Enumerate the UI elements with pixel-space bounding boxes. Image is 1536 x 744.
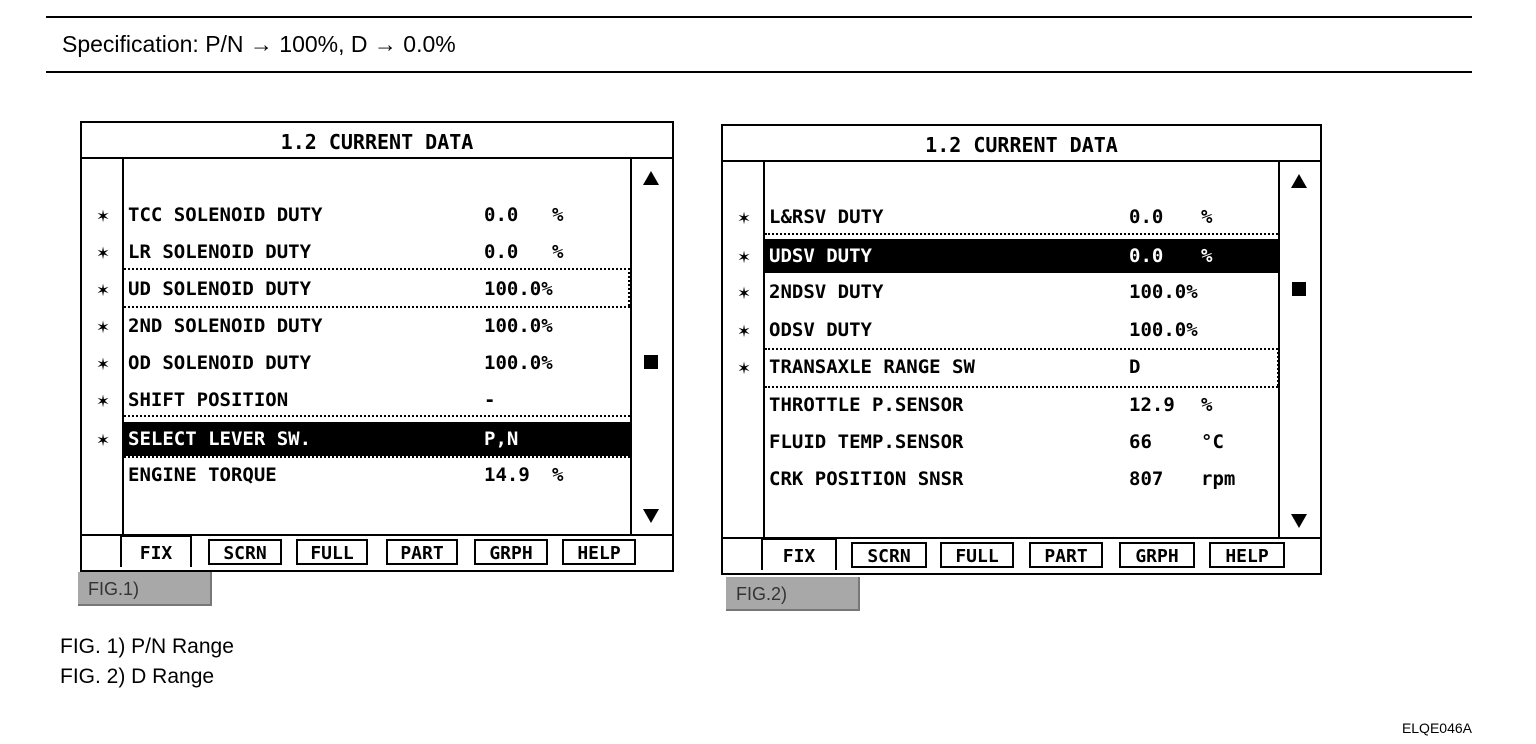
grph-button[interactable]: GRPH [474, 539, 548, 565]
row-label: UDSV DUTY [769, 245, 872, 267]
row-label: 2ND SOLENOID DUTY [128, 315, 323, 337]
data-row[interactable] [82, 272, 630, 306]
scanner-screen-2 [721, 124, 1322, 575]
spec-rule [46, 71, 1472, 73]
row-label: OD SOLENOID DUTY [128, 352, 312, 374]
row-value: 0.0 [1129, 245, 1164, 267]
full-button[interactable]: FULL [296, 539, 368, 565]
row-label: FLUID TEMP.SENSOR [769, 431, 964, 453]
row-value: 14.9 [484, 464, 530, 486]
star-icon: ✶ [96, 314, 110, 338]
row-value: 0.0 [1129, 206, 1164, 228]
data-row-selected[interactable] [723, 239, 1278, 273]
row-label: SHIFT POSITION [128, 389, 289, 411]
scrollbar[interactable] [1278, 162, 1320, 539]
star-icon: ✶ [737, 355, 751, 379]
data-row[interactable] [723, 200, 1278, 234]
screen-title: 1.2 CURRENT DATA [723, 126, 1320, 162]
data-row[interactable] [723, 275, 1278, 309]
specification-text: Specification: P/N → 100%, D → 0.0% [62, 31, 456, 57]
star-icon: ✶ [96, 203, 110, 227]
figure-tag: FIG.2) [726, 577, 860, 611]
part-button[interactable]: PART [386, 539, 458, 565]
row-value: 0.0 [484, 204, 519, 226]
row-unit: % [552, 204, 564, 226]
row-unit: °C [1201, 431, 1224, 453]
star-icon: ✶ [96, 427, 110, 451]
row-unit: % [1201, 206, 1213, 228]
scroll-up-icon[interactable] [1291, 174, 1307, 188]
data-row[interactable] [723, 388, 1278, 422]
row-value: D [1129, 356, 1141, 378]
function-key-bar [82, 534, 672, 570]
row-label: UD SOLENOID DUTY [128, 278, 312, 300]
row-label: ENGINE TORQUE [128, 464, 277, 486]
row-label: TRANSAXLE RANGE SW [769, 356, 975, 378]
figure-tag: FIG.1) [78, 572, 212, 606]
row-value: 100.0% [484, 315, 553, 337]
row-value: 100.0% [1129, 281, 1198, 303]
star-icon: ✶ [96, 240, 110, 264]
row-label: L&RSV DUTY [769, 206, 884, 228]
reference-code: ELQE046A [1401, 720, 1472, 736]
scrollbar[interactable] [630, 159, 672, 536]
star-icon: ✶ [737, 318, 751, 342]
data-row[interactable] [82, 383, 630, 417]
data-row[interactable] [723, 350, 1278, 384]
star-icon: ✶ [737, 244, 751, 268]
data-row[interactable] [82, 235, 630, 269]
row-value: 100.0% [484, 352, 553, 374]
data-row[interactable] [82, 458, 630, 492]
part-button[interactable]: PART [1029, 542, 1103, 568]
data-row[interactable] [723, 462, 1278, 496]
scroll-thumb[interactable] [1292, 282, 1306, 296]
caption-fig1: FIG. 1) P/N Range [60, 635, 234, 658]
scroll-up-icon[interactable] [643, 171, 659, 185]
row-value: 807 [1129, 468, 1164, 490]
fix-button[interactable]: FIX [120, 535, 192, 567]
data-row[interactable] [723, 313, 1278, 347]
row-unit: % [1201, 394, 1213, 416]
row-unit: rpm [1201, 468, 1236, 490]
row-label: ODSV DUTY [769, 319, 872, 341]
row-value: 66 [1129, 431, 1152, 453]
scroll-down-icon[interactable] [1291, 514, 1307, 528]
row-value: - [484, 389, 496, 411]
row-value: P,N [484, 428, 519, 450]
row-label: THROTTLE P.SENSOR [769, 394, 964, 416]
star-icon: ✶ [96, 351, 110, 375]
row-value: 12.9 [1129, 394, 1175, 416]
help-button[interactable]: HELP [1209, 542, 1285, 568]
row-unit: % [1201, 245, 1213, 267]
top-rule [46, 16, 1472, 18]
caption-fig2: FIG. 2) D Range [60, 665, 215, 688]
data-row[interactable] [723, 425, 1278, 459]
star-icon: ✶ [96, 277, 110, 301]
scroll-thumb[interactable] [644, 355, 658, 369]
row-label: TCC SOLENOID DUTY [128, 204, 323, 226]
data-row[interactable] [82, 346, 630, 380]
row-value: 100.0% [1129, 319, 1198, 341]
row-label: 2NDSV DUTY [769, 281, 884, 303]
row-label: SELECT LEVER SW. [128, 428, 312, 450]
star-icon: ✶ [737, 205, 751, 229]
full-button[interactable]: FULL [940, 542, 1014, 568]
star-icon: ✶ [737, 280, 751, 304]
row-unit: % [552, 464, 564, 486]
scrn-button[interactable]: SCRN [851, 542, 927, 568]
grph-button[interactable]: GRPH [1119, 542, 1195, 568]
scroll-down-icon[interactable] [643, 509, 659, 523]
row-value: 0.0 [484, 241, 519, 263]
row-label: CRK POSITION SNSR [769, 468, 964, 490]
function-key-bar [723, 537, 1320, 573]
help-button[interactable]: HELP [562, 539, 636, 565]
row-unit: % [552, 241, 564, 263]
scanner-screen-1 [80, 121, 674, 572]
data-row-selected[interactable] [82, 422, 630, 456]
star-icon: ✶ [96, 388, 110, 412]
data-row[interactable] [82, 198, 630, 232]
dotted-separator [124, 306, 630, 308]
row-value: 100.0% [484, 278, 553, 300]
screen-title: 1.2 CURRENT DATA [82, 123, 672, 159]
row-label: LR SOLENOID DUTY [128, 241, 312, 263]
fix-button[interactable]: FIX [761, 538, 837, 570]
data-row[interactable] [82, 309, 630, 343]
scrn-button[interactable]: SCRN [208, 539, 282, 565]
